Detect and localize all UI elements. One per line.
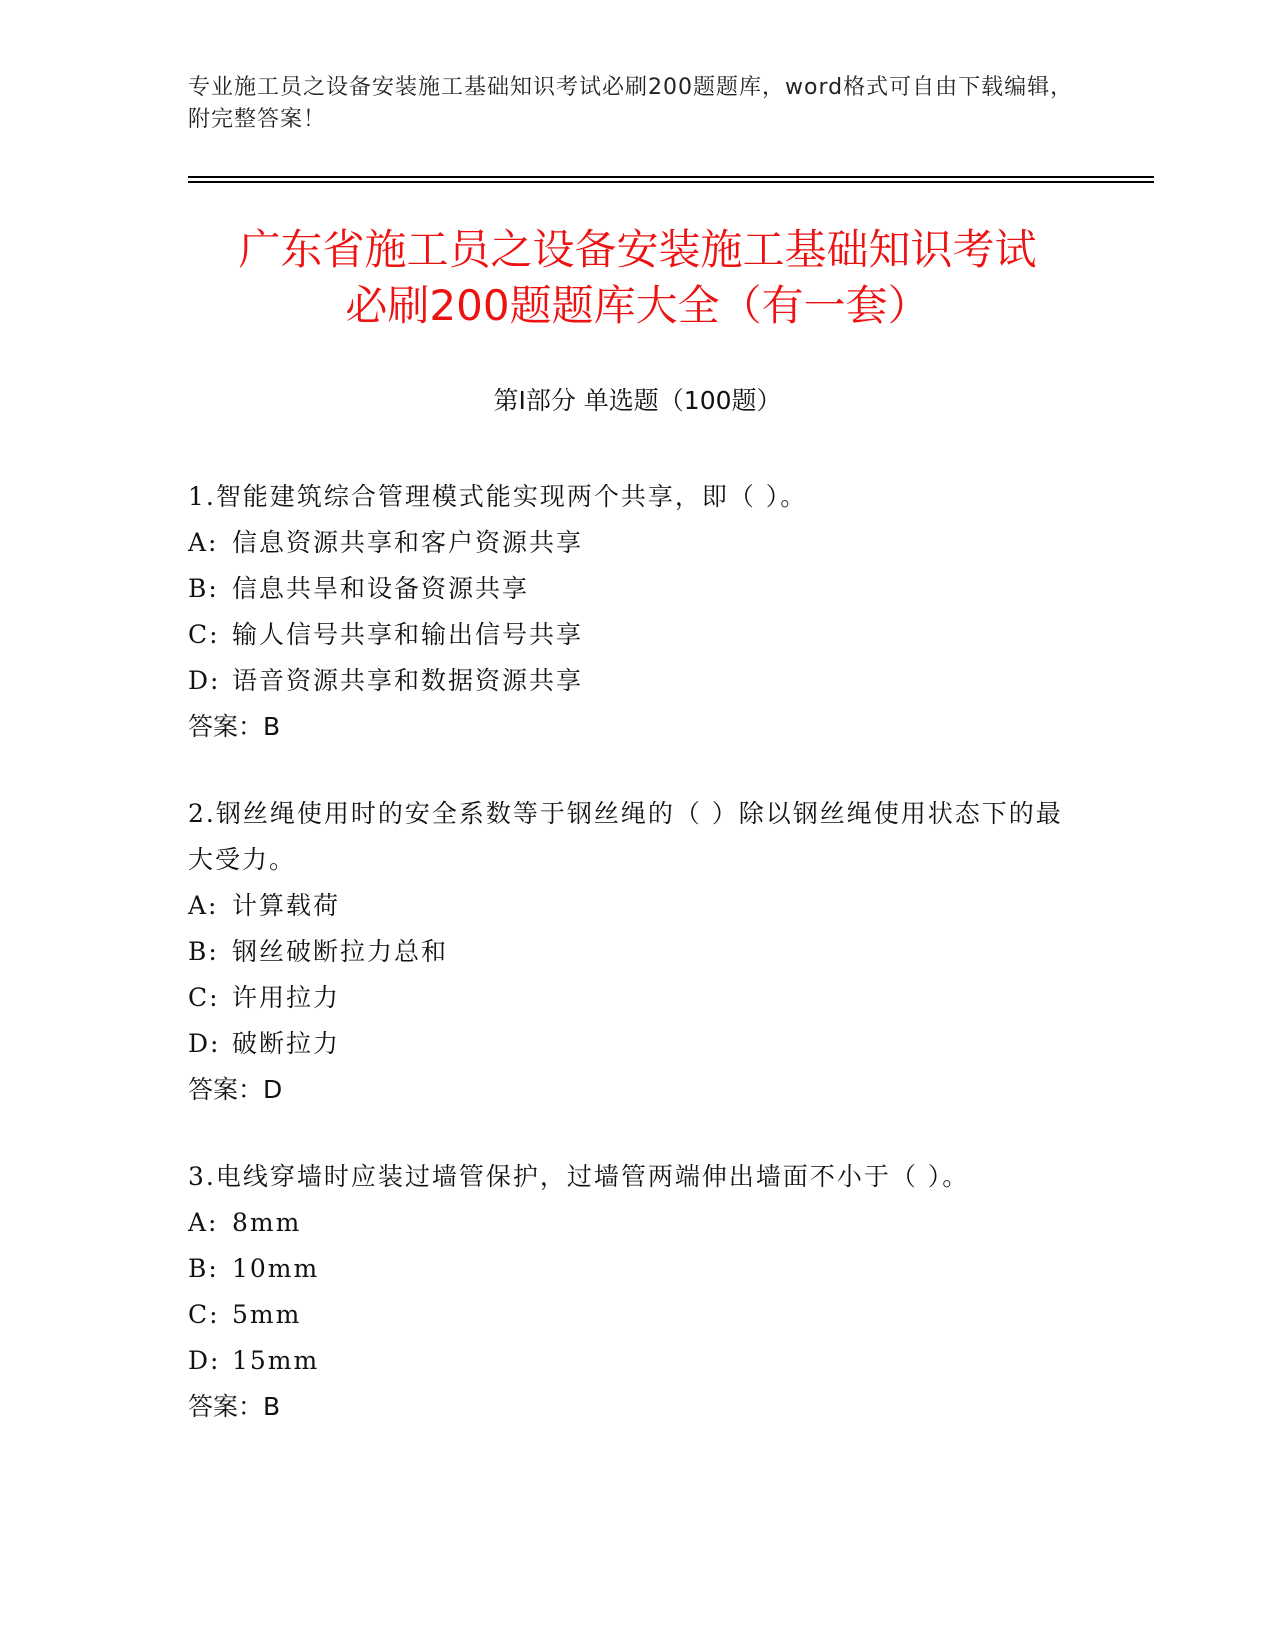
option-key: A: [188, 528, 219, 557]
option-c [188, 612, 1088, 658]
option-b [188, 929, 1088, 975]
option-key: B: [188, 1254, 219, 1283]
option-a [188, 520, 1088, 566]
option-text: 信息共旱和设备资源共享 [232, 574, 530, 603]
option-a [188, 883, 1088, 929]
option-c [188, 1292, 1088, 1338]
option-text: 语音资源共享和数据资源共享 [232, 666, 584, 695]
option-d [188, 1338, 1088, 1384]
option-key: B: [188, 574, 219, 603]
option-key: D: [188, 1346, 221, 1375]
option-a [188, 1200, 1088, 1246]
option-b [188, 566, 1088, 612]
document-title [150, 222, 1125, 334]
option-key: D: [188, 1029, 221, 1058]
question-stem: 2.钢丝绳使用时的安全系数等于钢丝绳的（ ）除以钢丝绳使用状态下的最大受力。 [188, 799, 1063, 874]
option-text: 计算载荷 [232, 891, 341, 920]
header-rule-top [188, 176, 1154, 178]
question-2 [188, 791, 1088, 1113]
question-3 [188, 1154, 1088, 1430]
answer-line: 答案：B [188, 1392, 281, 1421]
answer-line: 答案：D [188, 1075, 283, 1104]
option-text: 输人信号共享和输出信号共享 [232, 620, 584, 649]
option-text: 破断拉力 [232, 1029, 341, 1058]
option-key: A: [188, 891, 219, 920]
option-text: 10mm [232, 1254, 320, 1283]
option-text: 5mm [232, 1300, 302, 1329]
option-text: 15mm [232, 1346, 320, 1375]
title-line-1: 广东省施工员之设备安装施工基础知识考试 [238, 225, 1037, 274]
option-key: C: [188, 1300, 220, 1329]
document-header-text: 专业施工员之设备安装施工基础知识考试必刷200题题库，word格式可自由下载编辑，附完整答案！ [188, 75, 1074, 132]
section-heading: 第Ⅰ部分 单选题（100题） [493, 386, 782, 415]
option-text: 钢丝破断拉力总和 [232, 937, 449, 966]
question-stem: 3.电线穿墙时应装过墙管保护，过墙管两端伸出墙面不小于（ ）。 [188, 1162, 970, 1191]
answer-line: 答案：B [188, 712, 281, 741]
title-line-2: 必刷200题题库大全（有一套） [345, 281, 930, 330]
option-text: 信息资源共享和客户资源共享 [232, 528, 584, 557]
question-stem: 1.智能建筑综合管理模式能实现两个共享，即（ ）。 [188, 482, 808, 511]
option-d [188, 658, 1088, 704]
question-1 [188, 474, 1088, 750]
option-key: D: [188, 666, 221, 695]
option-key: A: [188, 1208, 219, 1237]
option-c [188, 975, 1088, 1021]
option-b [188, 1246, 1088, 1292]
option-text: 许用拉力 [232, 983, 341, 1012]
option-d [188, 1021, 1088, 1067]
header-rule-bottom [188, 181, 1154, 183]
option-key: C: [188, 983, 220, 1012]
option-key: C: [188, 620, 220, 649]
option-text: 8mm [232, 1208, 302, 1237]
option-key: B: [188, 937, 219, 966]
